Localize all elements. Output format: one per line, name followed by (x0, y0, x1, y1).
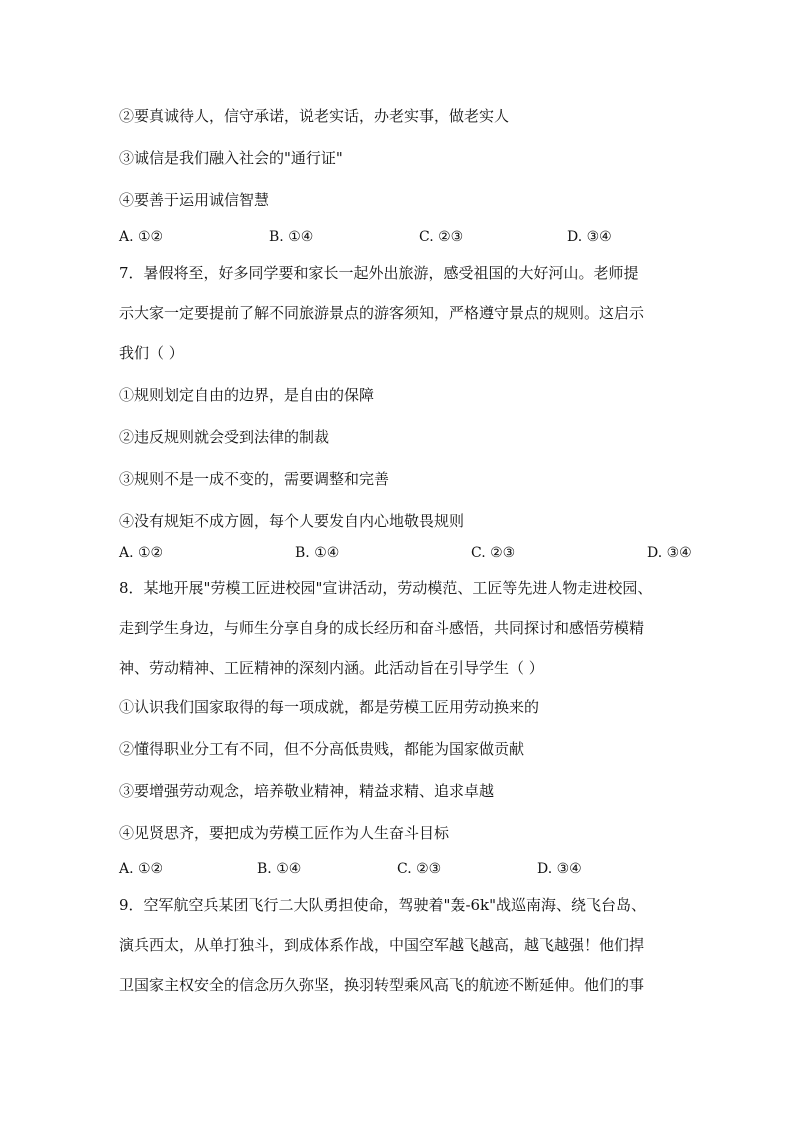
q6-option-d: D. ③④ (567, 229, 612, 245)
q8-item-4: ④见贤思齐，要把成为劳模工匠作为人生奋斗目标 (119, 824, 450, 842)
q6-item-2: ②要真诚待人，信守承诺，说老实话，办老实事，做老实人 (119, 107, 510, 125)
q7-item-2: ②违反规则就会受到法律的制裁 (119, 428, 330, 446)
q7-stem-line-3: 我们（ ） (119, 344, 184, 362)
q8-stem-line-3: 神、劳动精神、工匠精神的深刻内涵。此活动旨在引导学生（ ） (119, 659, 544, 677)
q7-item-1: ①规则划定自由的边界，是自由的保障 (119, 386, 375, 404)
q8-option-a: A. ①② (119, 861, 164, 877)
q6-item-4: ④要善于运用诚信智慧 (119, 191, 270, 209)
q9-stem-line-1: 9．空军航空兵某团飞行二大队勇担使命，驾驶着"轰-6k"战巡南海、绕飞台岛、 (119, 896, 647, 914)
q6-option-a: A. ①② (119, 229, 164, 245)
q9-stem-line-3: 卫国家主权安全的信念历久弥坚，换羽转型乘风高飞的航迹不断延伸。他们的事 (119, 976, 645, 994)
q8-option-b: B. ①④ (257, 861, 302, 877)
q6-option-b: B. ①④ (269, 229, 314, 245)
q6-item-3: ③诚信是我们融入社会的"通行证" (119, 149, 343, 167)
q8-item-2: ②懂得职业分工有不同，但不分高低贵贱，都能为国家做贡献 (119, 740, 525, 758)
q8-item-3: ③要增强劳动观念，培养敬业精神，精益求精、追求卓越 (119, 782, 495, 800)
q8-option-c: C. ②③ (397, 861, 442, 877)
q7-option-b: B. ①④ (295, 545, 340, 561)
q8-stem-line-2: 走到学生身边，与师生分享自身的成长经历和奋斗感悟，共同探讨和感悟劳模精 (119, 619, 645, 637)
q7-stem-line-1: 7．暑假将至，好多同学要和家长一起外出旅游，感受祖国的大好河山。老师提 (119, 264, 639, 282)
q7-item-3: ③规则不是一成不变的，需要调整和完善 (119, 470, 390, 488)
q7-item-4: ④没有规矩不成方圆，每个人要发自内心地敬畏规则 (119, 512, 465, 530)
q9-stem-line-2: 演兵西太，从单打独斗，到成体系作战，中国空军越飞越高，越飞越强！他们捍 (119, 936, 645, 954)
q8-option-d: D. ③④ (537, 861, 582, 877)
q7-option-d: D. ③④ (647, 545, 692, 561)
q7-option-c: C. ②③ (471, 545, 516, 561)
q8-stem-line-1: 8．某地开展"劳模工匠进校园"宣讲活动，劳动模范、工匠等先进人物走进校园、 (119, 579, 653, 597)
q7-stem-line-2: 示大家一定要提前了解不同旅游景点的游客须知，严格遵守景点的规则。这启示 (119, 304, 645, 322)
q8-item-1: ①认识我们国家取得的每一项成就，都是劳模工匠用劳动换来的 (119, 698, 540, 716)
q6-option-c: C. ②③ (419, 229, 464, 245)
q7-option-a: A. ①② (119, 545, 164, 561)
